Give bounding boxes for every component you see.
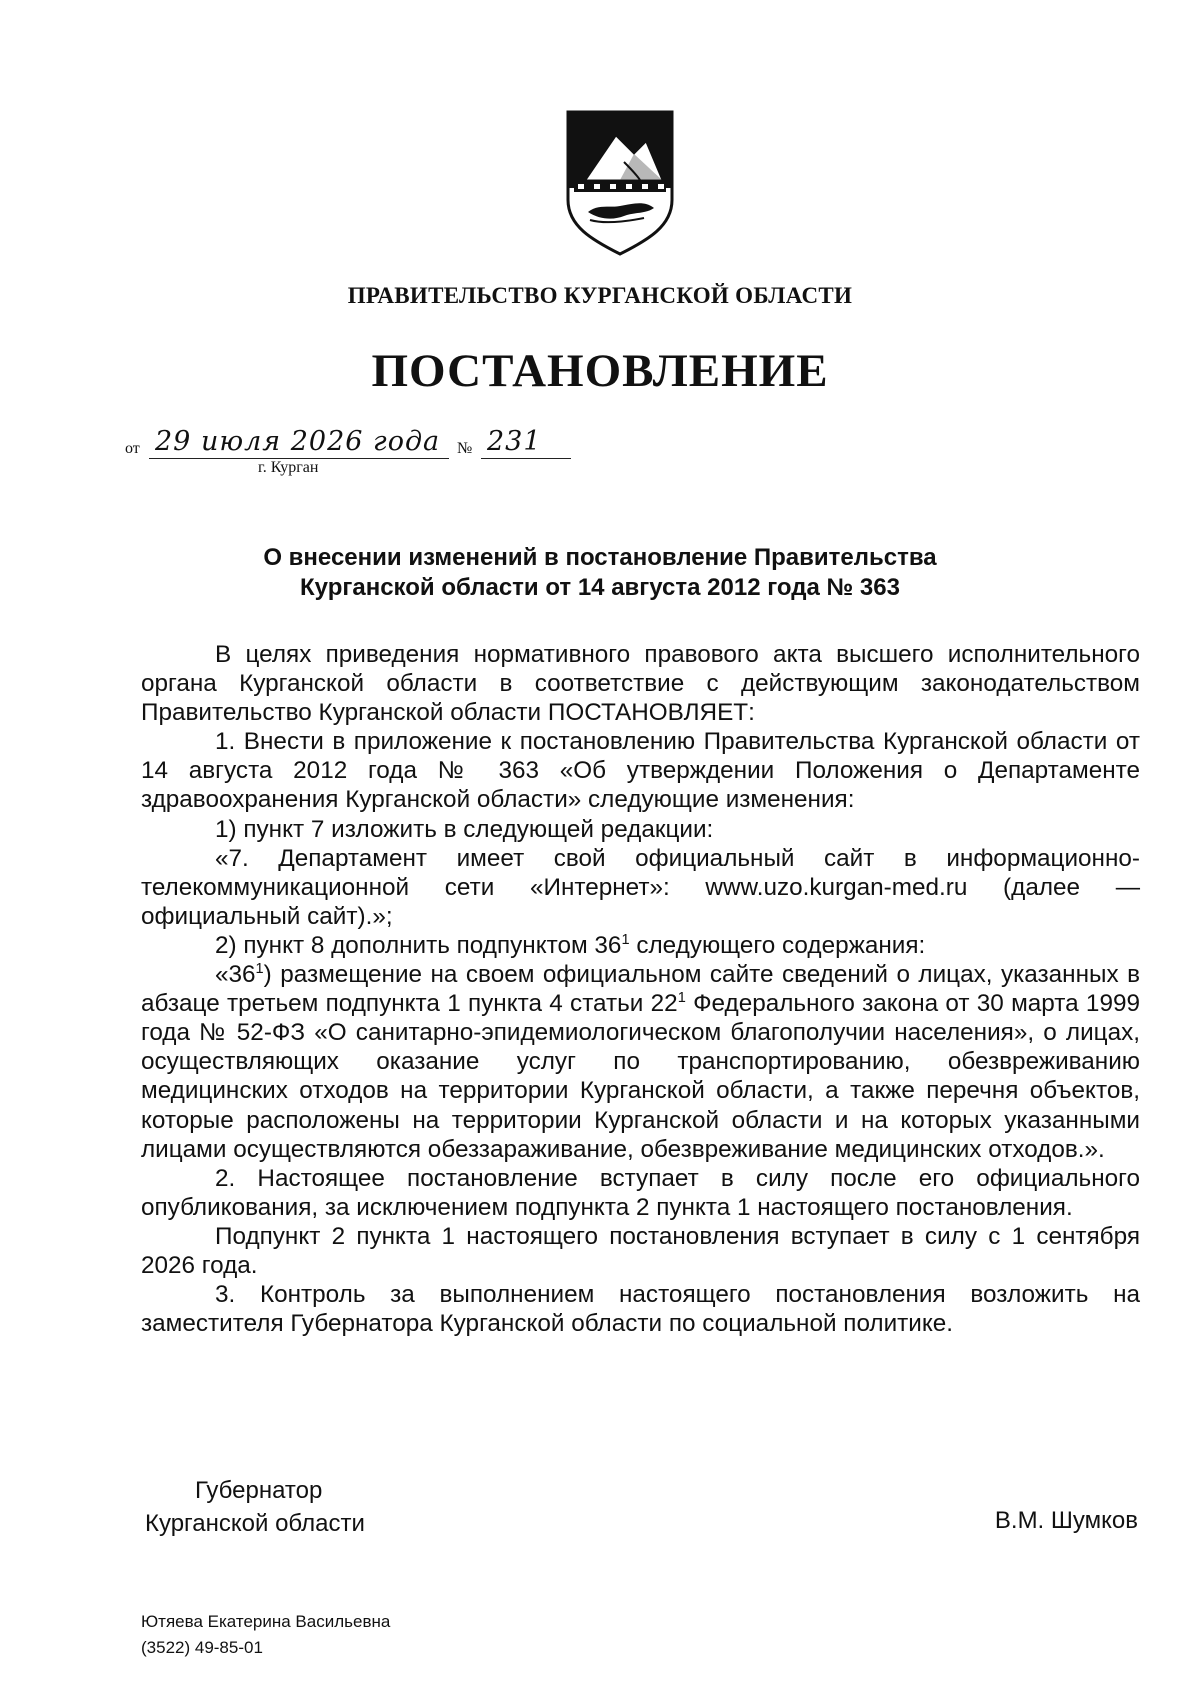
paragraph-preamble: В целях приведения нормативного правового акта высшего исполнительного органа Курганской области в соответствие с действующим законодательством Правительство Курганской области ПОСТАНОВЛЯЕТ: (141, 641, 1140, 727)
signatory-title-line-1: Губернатор (195, 1477, 323, 1504)
text-span: Федерального закона от 30 марта 1999 года № 52-ФЗ «О санитарно-эпидемиологическом благополучии населения», о лицах, осуществляющих оказание услуг по транспортированию, обезвреживанию медицинских отходов на территории Курганской области, а также перечня объектов, которые расположены на территории Курганской области и на которых указанными лицами осуществляются обеззараживание, обезвреживание медицинских отходов.». (141, 990, 1140, 1163)
number-label: № (457, 440, 473, 457)
document-type: ПОСТАНОВЛЕНИЕ (371, 345, 829, 397)
text-span: «36 (215, 961, 256, 989)
subject-line-2: Курганской области от 14 августа 2012 года № 363 (300, 574, 900, 601)
government-name: ПРАВИТЕЛЬСТВО КУРГАНСКОЙ ОБЛАСТИ (347, 283, 853, 308)
paragraph-item-1: 1. Внести в приложение к постановлению Правительства Курганской области от 14 августа 2012 года № 363 «Об утверждении Положения о Департаменте здравоохранения Курганской области» следующие изменения: (141, 728, 1140, 814)
handwritten-number: 231 (487, 426, 542, 457)
paragraph-item-2: 2. Настоящее постановление вступает в силу после его официального опубликования, за исключением подпункта 2 пункта 1 настоящего постановления. (141, 1164, 1140, 1221)
paragraph-point-36-1 (141, 960, 1140, 1164)
signatory-title-line-2: Курганской области (145, 1510, 365, 1537)
text-span: следующего содержания: (629, 931, 926, 959)
signatory-title (145, 1474, 365, 1540)
contact-phone: (3522) 49-85-01 (141, 1638, 263, 1657)
signatory-name: В.М. Шумков (994, 1507, 1138, 1534)
city: г. Курган (258, 459, 319, 476)
text-span: ) размещение на своем официальном сайте сведений о лицах, указанных в абзаце третьем подпункта 1 пункта 4 статьи 22 (141, 961, 1140, 1018)
paragraph-point-7: «7. Департамент имеет свой официальный сайт в информационно-телекоммуникационной сети «Интернет»: www.uzo.kurgan-med.ru (далее — официальный сайт).»; (141, 844, 1140, 930)
paragraph-item-3: 3. Контроль за выполнением настоящего постановления возложить на заместителя Губернатора Курганской области по социальной политике. (141, 1281, 1140, 1338)
superscript: 1 (677, 990, 686, 1007)
number-underline (481, 458, 571, 459)
document-subject (150, 543, 1050, 603)
paragraph-effective-date: Подпункт 2 пункта 1 настоящего постановления вступает в силу с 1 сентября 2026 года. (141, 1222, 1140, 1279)
kurgan-coat-of-arms-icon (564, 108, 676, 258)
contact-block (141, 1609, 390, 1661)
paragraph-subitem-1: 1) пункт 7 изложить в следующей редакции: (215, 815, 714, 843)
handwritten-date: 29 июля 2026 года (155, 426, 441, 457)
contact-name: Ютяева Екатерина Васильевна (141, 1612, 391, 1631)
text-span: 2) пункт 8 дополнить подпунктом 36 (215, 931, 622, 959)
superscript: 1 (255, 960, 264, 977)
document-body (141, 640, 1140, 1338)
date-number-line (125, 426, 645, 462)
paragraph-subitem-2 (141, 931, 1140, 960)
superscript: 1 (621, 931, 630, 948)
subject-line-1: О внесении изменений в постановление Правительства (263, 544, 937, 571)
from-label: от (125, 440, 140, 457)
